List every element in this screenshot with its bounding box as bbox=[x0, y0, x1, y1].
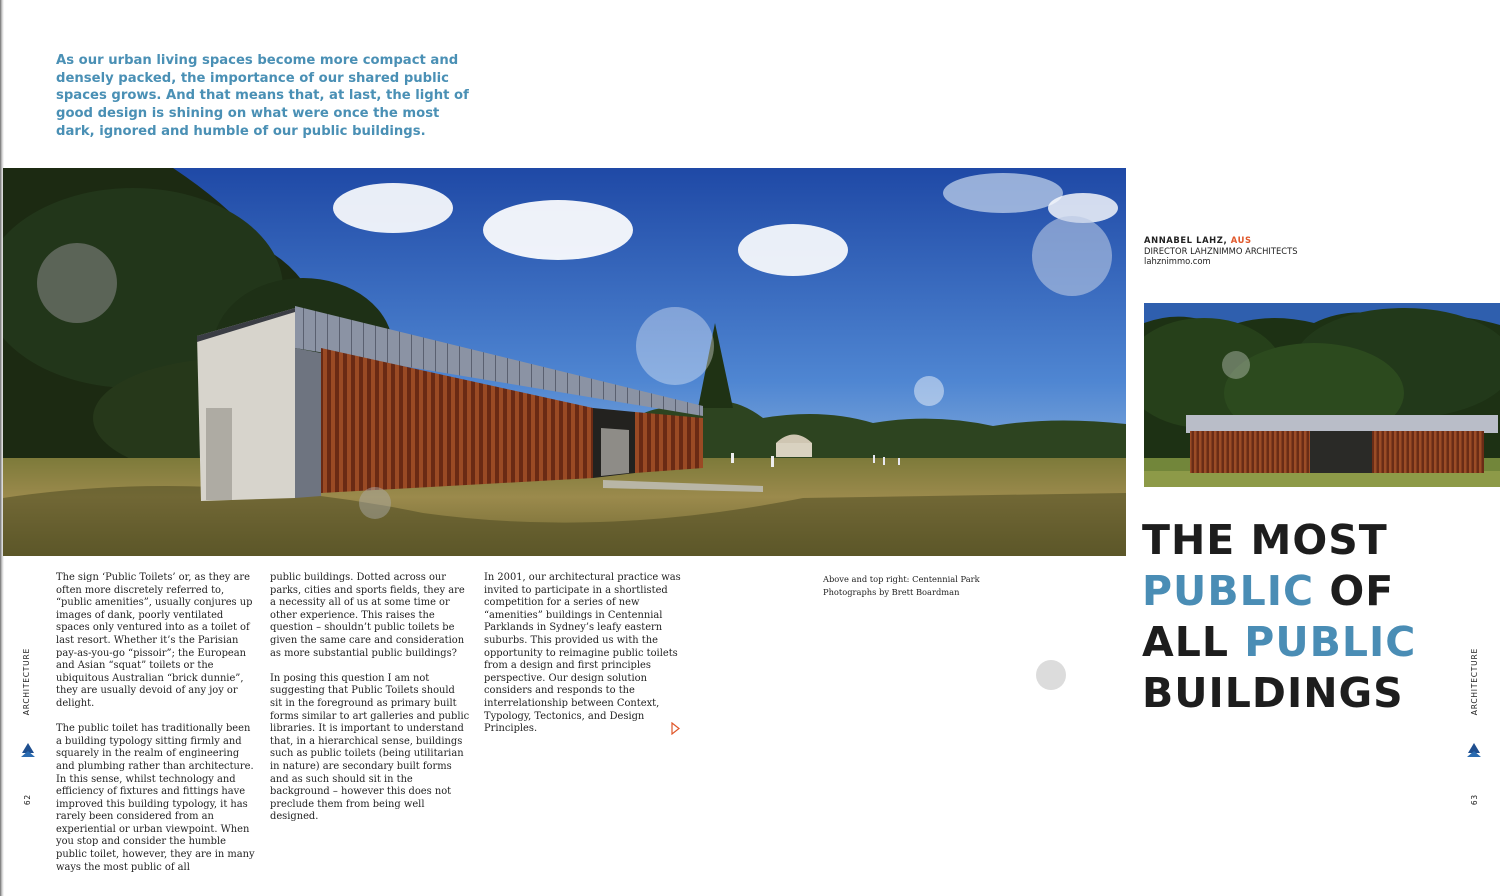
headline-public-1: PUBLIC bbox=[1142, 567, 1315, 615]
headline-line-1: THE MOST bbox=[1142, 516, 1388, 564]
caption-line-2: Photographs by Brett Boardman bbox=[823, 586, 960, 597]
caption-line-1: Above and top right: Centennial Park bbox=[823, 574, 980, 584]
page-number-right: 63 bbox=[1470, 794, 1479, 806]
author-country: AUS bbox=[1230, 235, 1252, 245]
magazine-logo-icon bbox=[20, 742, 36, 762]
intro-pull-quote: As our urban living spaces become more compact and densely packed, the importance of our shared public spaces grows. And that means that, at last, the light of good design is shining on what were once the most dark, ignored and humble of our public buildings. bbox=[56, 53, 469, 139]
paragraph: In posing this question I am not suggesting that Public Toilets should sit in the foreground as primary built forms similar to art galleries and public libraries. It is important to understand that, in a hierarchical sense, buildings such as public toilets (being utilitarian in nature) are secondary built forms and as such should sit in the background – however this does not preclude them from being well designed. bbox=[270, 672, 470, 823]
paragraph: public buildings. Dotted across our parks, cities and sports fields, they are a necessity all of us at some time or other experience. This raises the question – shouldn’t public toilets be given the same care and consideration as more substantial public buildings? bbox=[270, 572, 465, 659]
headline-line-4: BUILDINGS bbox=[1142, 669, 1404, 717]
author-role: DIRECTOR LAHZNIMMO ARCHITECTS bbox=[1144, 245, 1298, 256]
headline-line-3 bbox=[1142, 617, 1500, 668]
hero-photo bbox=[3, 168, 1126, 556]
article-headline bbox=[1142, 515, 1500, 719]
headline-all: ALL bbox=[1142, 618, 1245, 666]
page-number-left: 62 bbox=[23, 794, 32, 806]
body-column-2 bbox=[270, 572, 470, 836]
thumbnail-photo bbox=[1144, 303, 1500, 487]
body-column-3 bbox=[484, 572, 682, 748]
headline-line-2 bbox=[1142, 566, 1500, 617]
magazine-logo-icon bbox=[1466, 742, 1482, 762]
section-label-left: ARCHITECTURE bbox=[22, 648, 31, 716]
photo-caption bbox=[823, 573, 1073, 599]
body-column-1 bbox=[56, 572, 256, 887]
author-name: ANNABEL LAHZ, bbox=[1144, 235, 1231, 245]
headline-public-2: PUBLIC bbox=[1244, 618, 1417, 666]
continue-arrow-icon bbox=[671, 720, 680, 739]
author-website: lahznimmo.com bbox=[1144, 256, 1211, 266]
author-name-line bbox=[1144, 235, 1474, 246]
paragraph: The public toilet has traditionally been a building typology sitting firmly and squarely in the realm of engineering and plumbing rather than architecture. In this sense, whilst technology and efficiency of fixtures and fittings have improved this building typology, it has rarely been considered from an experiential or urban viewpoint. When you stop and consider the humble public toilet, however, they are in many ways the most public of all bbox=[56, 723, 255, 873]
paragraph: The sign ‘Public Toilets’ or, as they are often more discretely referred to, “public amenities”, usually conjures up images of dank, poorly ventilated spaces only ventured into as a toilet of last resort. Whether it’s the Parisian pay-as-you-go “pissoir”; the European and Asian “squat” toilets or the ubiquitous Australian “brick dunnie”, they are usually devoid of any joy or delight. bbox=[56, 572, 253, 709]
headline-of: OF bbox=[1314, 567, 1395, 615]
author-byline bbox=[1144, 235, 1474, 267]
paragraph: In 2001, our architectural practice was invited to participate in a shortlisted competition for a series of new “amenities” buildings in Centennial Parklands in Sydney’s leafy eastern suburbs. This provided us with the opportunity to reimagine public toilets from a design and first principles perspective. Our design solution considers and responds to the interrelationship between Context, Typology, Tectonics, and Design Principles. bbox=[484, 572, 681, 735]
section-label-right: ARCHITECTURE bbox=[1470, 648, 1479, 716]
decorative-dot bbox=[1036, 660, 1066, 690]
